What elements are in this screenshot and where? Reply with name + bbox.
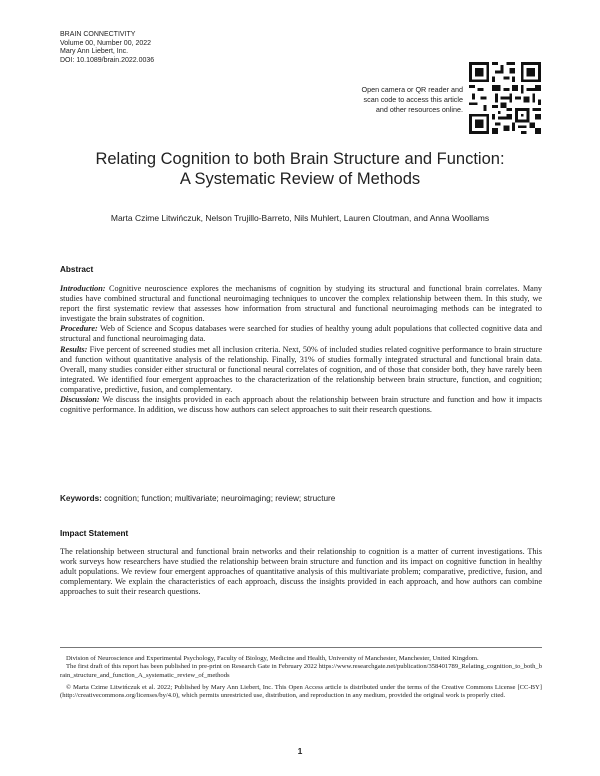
affiliation-note: Division of Neuroscience and Experimental Psychology, Faculty of Biology, Medicine and Health, University of Manchester, Manchester, United Kingdom. — [66, 655, 479, 662]
procedure-label: Procedure: — [60, 324, 98, 334]
license-note: © Marta Czime Litwińczuk et al. 2022; Published by Mary Ann Liebert, Inc. This Open Access article is distributed under the terms of the Creative Commons License [CC-BY] (http://creativecommons.org/licenses/by/4.0), which permits unrestricted use, distribution, and reproduction in any medium, provided the original work is properly cited. — [60, 683, 542, 700]
qr-note — [323, 85, 463, 115]
journal-header — [60, 31, 154, 65]
keywords — [60, 494, 335, 503]
abstract-heading: Abstract — [60, 265, 94, 274]
results-label: Results: — [60, 344, 88, 354]
journal-name: BRAIN CONNECTIVITY — [60, 31, 136, 38]
article-doi: DOI: 10.1089/brain.2022.0036 — [60, 56, 155, 64]
results-text: Five percent of screened studies met all inclusion criteria. Next, 50% of included studies related cognitive performance to brain structure and function without quantitative analysis of the relationship. Finally, 31% of studies formally integrated structural and functional brain data. Overall, many studies consider either structural or functional neural correlates of cognition, and of those that consider both, they have rarely been integrated. We identified four emergent approaches to the characterization of the relationship between brain structure, function, and cognition; comparative, predictive, fusion, and complementary. — [60, 344, 542, 394]
abstract-body — [60, 284, 542, 415]
impact-heading: Impact Statement — [60, 529, 129, 538]
journal-volume: Volume 00, Number 00, 2022 — [60, 39, 152, 47]
title-line-2: A Systematic Review of Methods — [179, 170, 421, 188]
article-title — [0, 149, 600, 189]
keywords-label: Keywords: — [60, 494, 102, 503]
introduction-label: Introduction: — [60, 284, 106, 293]
publisher-name: Mary Ann Liebert, Inc. — [60, 48, 129, 55]
footnotes — [60, 655, 542, 700]
procedure-text: Web of Science and Scopus databases were searched for studies of healthy young adult populations that collected cognitive data and structural and functional neuroimaging data. — [60, 324, 542, 344]
abstract-procedure — [60, 324, 542, 344]
discussion-text: We discuss the insights provided in each approach about the relationship between brain structure and function and how it impacts cognitive performance. In addition, we discuss how authors can select approaches to suit their research questions. — [60, 395, 542, 415]
page-number: 1 — [297, 746, 303, 756]
preprint-note: The first draft of this report has been published in pre-print on Research Gate in February 2022 https://www.researchgate.net/publication/358401789_Relating_cognition_to_both_brain_structure_and_function_A_systematic_review_of_methods — [60, 663, 542, 679]
author-list: Marta Czime Litwińczuk, Nelson Trujillo-Barreto, Nils Muhlert, Lauren Cloutman, and Anna Woollams — [110, 213, 490, 223]
qr-note-line-1: Open camera or QR reader and — [361, 85, 463, 94]
impact-text: The relationship between structural and functional brain networks and their relationship to cognition is a matter of current investigations. This work surveys how researchers have studied the relationship between brain structure and function and its impact on cognitive function in healthy adult populations. We review four emergent approaches of quantitative analysis of this multivariate problem; comparative, predictive, fusion, and complementary. We explain the characteristics of each approach, discuss the insights provided in each approach, and how authors can combine approaches to suit their research questions. — [60, 547, 542, 597]
discussion-label: Discussion: — [60, 395, 100, 405]
title-line-1: Relating Cognition to both Brain Structure and Function: — [95, 150, 505, 168]
footnote-divider — [60, 647, 542, 648]
abstract-results — [60, 345, 542, 395]
qr-code-icon[interactable] — [469, 62, 541, 134]
qr-note-line-3: and other resources online. — [375, 105, 463, 114]
qr-note-line-2: scan code to access this article — [363, 95, 463, 104]
introduction-text: Cognitive neuroscience explores the mechanisms of cognition by studying its structural and functional brain correlates. Many studies have combined structural and functional neuroimaging techniques to uncover the complex relationship between them. In this study, we report the first systematic review that assesses how information from structural and functional neuroimaging methods can be integrated to investigate the brain substrates of cognition. — [60, 284, 543, 324]
abstract-introduction — [60, 284, 542, 324]
abstract-discussion — [60, 395, 542, 415]
keywords-text: cognition; function; multivariate; neuroimaging; review; structure — [104, 494, 336, 503]
